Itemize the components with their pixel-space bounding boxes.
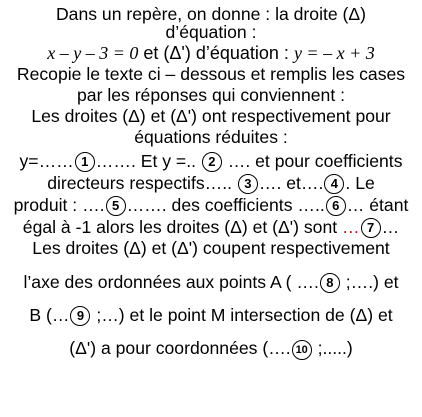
blank-text-n: B (… (29, 305, 70, 325)
statement-text-1: Les droites (Δ) et (Δ') ont respectivement pour (31, 106, 391, 126)
answer-box-2[interactable]: 2 (202, 152, 222, 172)
blank-text-e: …. et…. (258, 173, 324, 193)
line-instruction-2 (0, 84, 422, 106)
statement-text-2: équations réduites : (134, 127, 288, 147)
line-statement-1 (0, 105, 422, 127)
blank-text-a: y=…… (19, 151, 74, 171)
line-equation-label (0, 21, 422, 43)
answer-box-5[interactable]: 5 (106, 196, 126, 216)
line-blanks-5-6 (0, 194, 422, 216)
blank-text-j: égal à -1 alors les droites (Δ) et (Δ') sont (22, 217, 343, 237)
answer-box-8[interactable]: 8 (320, 273, 340, 293)
equation-label: d’équation : (165, 22, 257, 42)
blank-text-l: l’axe des ordonnées aux points A ( …. (23, 272, 319, 292)
answer-box-10[interactable]: 10 (292, 340, 312, 360)
answer-box-6[interactable]: 6 (326, 196, 346, 216)
blank-text-d: directeurs respectifs….. (47, 173, 237, 193)
intro-text: Dans un repère, on donne : la droite (Δ) (55, 4, 367, 24)
blank-text-k: … (381, 217, 400, 237)
line-blank-7 (0, 216, 422, 238)
blank-text-o: ;…) et le point M intersection de (Δ) et (91, 305, 393, 325)
blank-text-h: ……. des coefficients ….. (126, 195, 325, 215)
blank-text-b: ……. Et y =.. (95, 151, 201, 171)
blank-text-g: produit : …. (13, 195, 105, 215)
statement-text-3: Les droites (Δ) et (Δ') coupent respectivement (32, 238, 390, 258)
line-statement-2 (0, 126, 422, 148)
blank-text-i: … étant (346, 195, 409, 215)
blank-text-c: …. et pour coefficients (222, 151, 403, 171)
answer-box-7[interactable]: 7 (361, 218, 381, 238)
line-blanks-3-4 (0, 172, 422, 194)
line-blank-9 (0, 304, 422, 326)
line-instruction (0, 63, 422, 85)
blank-text-p: (Δ') a pour coordonnées (…. (69, 338, 291, 358)
red-ellipsis: … (342, 217, 360, 237)
line-statement-3 (0, 237, 422, 259)
equation-delta: x – y – 3 = 0 (47, 43, 139, 63)
answer-box-3[interactable]: 3 (238, 174, 258, 194)
answer-box-4[interactable]: 4 (324, 174, 344, 194)
line-blank-10 (0, 337, 422, 360)
equation-connector: et (Δ') d’équation : (138, 43, 294, 63)
answer-box-9[interactable]: 9 (70, 306, 90, 326)
instruction-text: Recopie le texte ci – dessous et remplis les cases (16, 64, 406, 84)
blank-text-q: ;.....) (312, 338, 353, 358)
line-equations (0, 42, 422, 64)
instruction-text-2: par les réponses qui conviennent : (77, 85, 345, 105)
blank-text-m: ;….) et (340, 272, 399, 292)
equation-delta-prime: y = – x + 3 (293, 43, 375, 63)
line-blanks-1-2 (0, 150, 422, 172)
blank-text-f: . Le (345, 173, 375, 193)
line-blank-8 (0, 271, 422, 293)
answer-box-1[interactable]: 1 (75, 152, 95, 172)
